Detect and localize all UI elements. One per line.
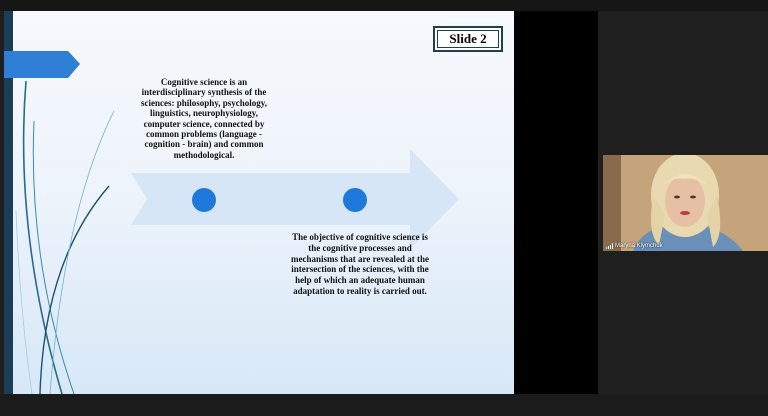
- participant-video-image: [603, 155, 768, 251]
- timeline-dot-2: [343, 188, 367, 212]
- participant-name: Maryna Klymchuk: [615, 243, 663, 249]
- slide-decoration: [4, 11, 514, 394]
- shared-slide: [4, 11, 514, 394]
- timeline-dot-1: [192, 188, 216, 212]
- slide-black-margin: [514, 11, 598, 394]
- title-pointer-shape: [4, 51, 80, 78]
- signal-bars-icon: [606, 243, 613, 249]
- decor-curve: [40, 186, 109, 394]
- decor-curve: [50, 111, 114, 394]
- participant-name-label: [606, 243, 663, 249]
- slide-text-bottom: The objective of cognitive science is the cognitive processes and mechanisms that are revealed at the intersection of the sciences, with the help of which an adequate human adaptation to reality is carried out.: [291, 232, 429, 296]
- participant-video-tile[interactable]: [603, 155, 768, 251]
- decor-curve: [24, 81, 62, 394]
- slide-number-box: Slide 2: [433, 26, 503, 52]
- slide-text-top: Cognitive science is an interdisciplinary synthesis of the sciences: philosophy, psychology, linguistics, neurophysiology, computer science, connected by common problems (language - cognition - brain) and common methodological.: [140, 77, 268, 160]
- top-bar: [0, 0, 768, 11]
- bottom-bar: [0, 394, 768, 416]
